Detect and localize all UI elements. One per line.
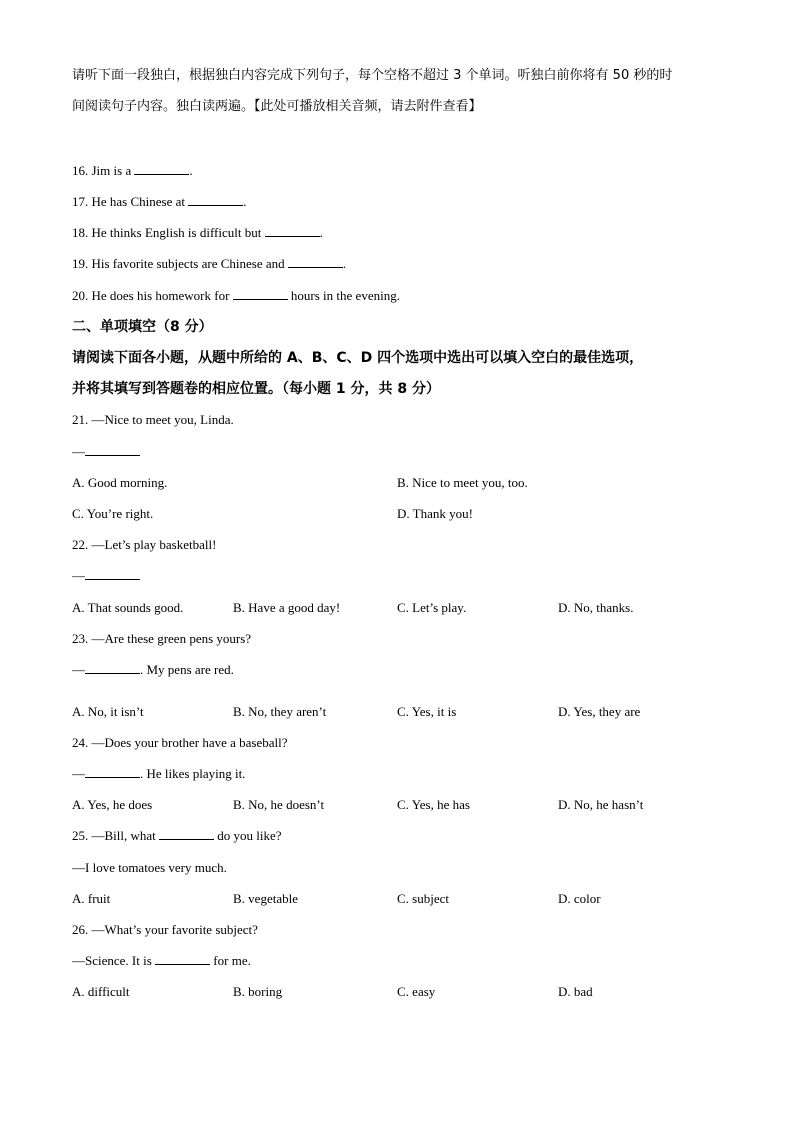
listening-instruction-line2: 间阅读句子内容。独白读两遍。【此处可播放相关音频，请去附件查看】 bbox=[72, 99, 482, 114]
answer-blank bbox=[188, 193, 243, 206]
option-b: B. Nice to meet you, too. bbox=[397, 475, 528, 490]
section-instruction-line2: 并将其填写到答题卷的相应位置。（每小题 1 分，共 8 分） bbox=[72, 381, 440, 397]
option-a: A. Good morning. bbox=[72, 475, 168, 490]
option-a: A. Yes, he does bbox=[72, 797, 153, 812]
question-text: Jim is a bbox=[91, 163, 132, 178]
answer-blank bbox=[265, 224, 320, 237]
question-23-stem: 23. —Are these green pens yours? bbox=[72, 631, 252, 646]
section-title: 二、单项填空（8 分） bbox=[72, 319, 213, 335]
question-number: 20. bbox=[72, 288, 89, 303]
answer-blank bbox=[85, 443, 140, 456]
question-26-reply: —Science. It is for me. bbox=[72, 953, 251, 968]
question-text: He has Chinese at bbox=[91, 194, 186, 209]
option-c: C. Yes, he has bbox=[397, 797, 470, 812]
option-c: C. You’re right. bbox=[72, 506, 154, 521]
option-a: A. difficult bbox=[72, 984, 130, 999]
answer-blank bbox=[85, 765, 140, 778]
answer-blank bbox=[134, 162, 189, 175]
question-number: 17. bbox=[72, 194, 89, 209]
answer-blank bbox=[233, 287, 288, 300]
answer-blank bbox=[85, 567, 140, 580]
question-16 bbox=[72, 162, 193, 180]
question-20 bbox=[72, 287, 400, 305]
answer-blank bbox=[288, 255, 343, 268]
question-text: He does his homework for bbox=[91, 288, 230, 303]
question-23-reply: — . My pens are red. bbox=[72, 662, 234, 677]
option-b: B. No, they aren’t bbox=[233, 704, 327, 719]
question-25-reply: —I love tomatoes very much. bbox=[72, 860, 227, 875]
question-26-stem: 26. —What’s your favorite subject? bbox=[72, 922, 258, 937]
question-number: 19. bbox=[72, 256, 89, 271]
answer-blank bbox=[155, 952, 210, 965]
question-24-stem: 24. —Does your brother have a baseball? bbox=[72, 735, 288, 750]
question-number: 16. bbox=[72, 163, 89, 178]
option-d: D. No, he hasn’t bbox=[558, 797, 644, 812]
question-text: His favorite subjects are Chinese and bbox=[91, 256, 285, 271]
section-instruction-line1: 请阅读下面各小题，从题中所给的 A、B、C、D 四个选项中选出可以填入空白的最佳选项， bbox=[72, 350, 644, 366]
question-text-end: . bbox=[342, 256, 347, 271]
option-a: A. fruit bbox=[72, 891, 111, 906]
option-a: A. No, it isn’t bbox=[72, 704, 144, 719]
question-24-reply: — . He likes playing it. bbox=[72, 766, 246, 781]
option-c: C. subject bbox=[397, 891, 449, 906]
option-d: D. No, thanks. bbox=[558, 600, 634, 615]
question-25-stem: 25. —Bill, what do you like? bbox=[72, 828, 282, 843]
listening-instruction-line1: 请听下面一段独白，根据独白内容完成下列句子，每个空格不超过 3 个单词。听独白前你将有 50 秒的时 bbox=[72, 68, 673, 83]
answer-blank bbox=[85, 661, 140, 674]
option-d: D. Thank you! bbox=[397, 506, 473, 521]
question-number: 18. bbox=[72, 225, 89, 240]
option-b: B. Have a good day! bbox=[233, 600, 341, 615]
question-text: He thinks English is difficult but bbox=[91, 225, 262, 240]
question-22-reply: — bbox=[72, 567, 140, 585]
option-b: B. vegetable bbox=[233, 891, 298, 906]
question-21-stem: 21. —Nice to meet you, Linda. bbox=[72, 412, 234, 427]
option-b: B. No, he doesn’t bbox=[233, 797, 325, 812]
question-17 bbox=[72, 193, 247, 211]
option-a: A. That sounds good. bbox=[72, 600, 184, 615]
question-text-end: . bbox=[319, 225, 323, 240]
question-19 bbox=[72, 255, 346, 273]
question-text-end: . bbox=[243, 194, 247, 209]
option-b: B. boring bbox=[233, 984, 283, 999]
option-d: D. Yes, they are bbox=[558, 704, 641, 719]
question-21-reply: — bbox=[72, 443, 140, 461]
question-text-end: hours in the evening. bbox=[290, 288, 400, 303]
option-c: C. easy bbox=[397, 984, 436, 999]
question-18 bbox=[72, 224, 323, 242]
question-text-end: . bbox=[189, 163, 193, 178]
option-d: D. color bbox=[558, 891, 601, 906]
question-22-stem: 22. —Let’s play basketball! bbox=[72, 537, 217, 552]
option-d: D. bad bbox=[558, 984, 593, 999]
answer-blank bbox=[159, 827, 214, 840]
option-c: C. Yes, it is bbox=[397, 704, 457, 719]
option-c: C. Let’s play. bbox=[397, 600, 467, 615]
